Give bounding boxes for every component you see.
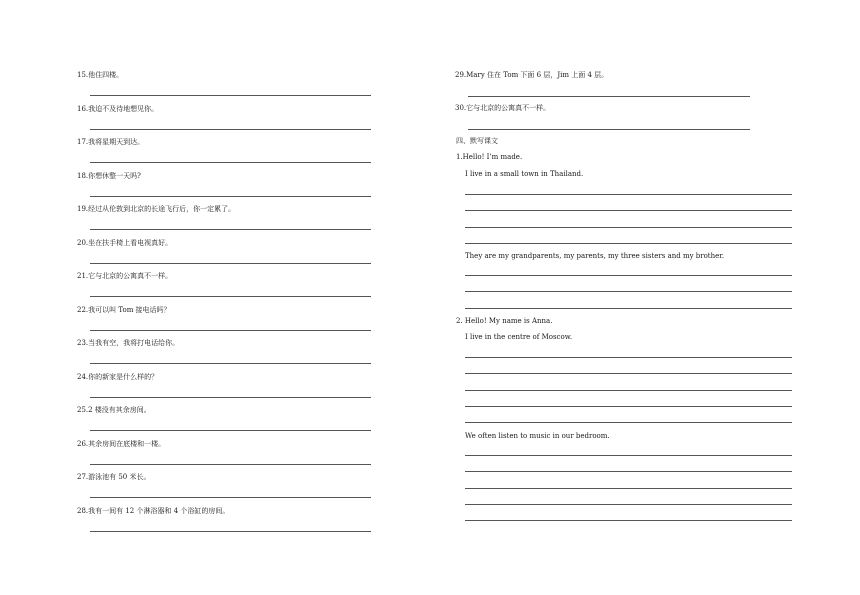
writing-line[interactable] xyxy=(465,373,792,374)
question-label: 16.我迫不及待地想见你。 xyxy=(77,104,159,113)
question-label: 30.它与北京的公寓真不一样。 xyxy=(455,104,551,112)
question-label: 29.Mary 住在 Tom 下面 6 层，Jim 上面 4 层。 xyxy=(455,71,609,79)
writing-line[interactable] xyxy=(465,243,792,244)
question-label: 18.你想休整一天吗? xyxy=(77,171,141,180)
section-title: 四、默写课文 xyxy=(456,137,498,145)
answer-line[interactable] xyxy=(90,531,371,532)
passage1-heading: 1.Hello! I’m made. xyxy=(456,153,523,161)
question-label: 19.经过从伦敦到北京的长途飞行后，你一定累了。 xyxy=(77,205,236,213)
writing-line[interactable] xyxy=(465,291,792,292)
passage2-line2: We often listen to music in our bedroom. xyxy=(465,432,610,440)
question-label: 23.当我有空，我将打电话给你。 xyxy=(77,339,180,347)
answer-line[interactable] xyxy=(468,96,750,97)
question-label: 28.我有一间有 12 个淋浴器和 4 个浴缸的房间。 xyxy=(77,506,230,515)
answer-line[interactable] xyxy=(90,129,371,130)
writing-line[interactable] xyxy=(465,455,792,456)
writing-line[interactable] xyxy=(465,357,792,358)
answer-line[interactable] xyxy=(90,464,371,465)
writing-line[interactable] xyxy=(465,406,792,407)
answer-line[interactable] xyxy=(90,196,371,197)
answer-line[interactable] xyxy=(90,330,371,331)
answer-line[interactable] xyxy=(90,162,371,163)
answer-line[interactable] xyxy=(468,129,750,130)
question-label: 27.游泳池有 50 米长。 xyxy=(77,473,151,481)
question-label: 24.你的新家是什么样的？ xyxy=(77,372,159,381)
answer-line[interactable] xyxy=(90,263,371,264)
answer-line[interactable] xyxy=(90,497,371,498)
passage1-line2: They are my grandparents, my parents, my three sisters and my brother. xyxy=(465,252,725,260)
question-label: 26.其余房间在底楼和一楼。 xyxy=(77,439,166,448)
writing-line[interactable] xyxy=(465,227,792,228)
passage1-line1: I live in a small town in Thailand. xyxy=(465,170,584,178)
question-label: 17.我将星期天到达。 xyxy=(77,138,145,146)
left-column xyxy=(0,0,420,595)
writing-line[interactable] xyxy=(465,194,792,195)
question-label: 20.坐在扶手椅上看电视真好。 xyxy=(77,238,173,247)
question-label: 22.我可以叫 Tom 接电话吗？ xyxy=(77,305,171,314)
passage2-heading: 2. Hello! My name is Anna. xyxy=(456,317,553,325)
writing-line[interactable] xyxy=(465,520,792,521)
answer-line[interactable] xyxy=(90,95,371,96)
writing-line[interactable] xyxy=(465,422,792,423)
writing-line[interactable] xyxy=(465,504,792,505)
passage2-line1: I live in the centre of Moscow. xyxy=(465,333,573,341)
answer-line[interactable] xyxy=(90,397,371,398)
writing-line[interactable] xyxy=(465,488,792,489)
question-label: 15.他住四楼。 xyxy=(77,71,124,79)
answer-line[interactable] xyxy=(90,363,371,364)
writing-line[interactable] xyxy=(465,390,792,391)
answer-line[interactable] xyxy=(90,430,371,431)
question-label: 25.2 楼没有其余房间。 xyxy=(77,406,151,414)
answer-line[interactable] xyxy=(90,296,371,297)
answer-line[interactable] xyxy=(90,229,371,230)
writing-line[interactable] xyxy=(465,210,792,211)
question-label: 21.它与北京的公寓真不一样。 xyxy=(77,272,173,280)
writing-line[interactable] xyxy=(465,308,792,309)
writing-line[interactable] xyxy=(465,275,792,276)
right-column xyxy=(430,0,860,595)
writing-line[interactable] xyxy=(465,471,792,472)
